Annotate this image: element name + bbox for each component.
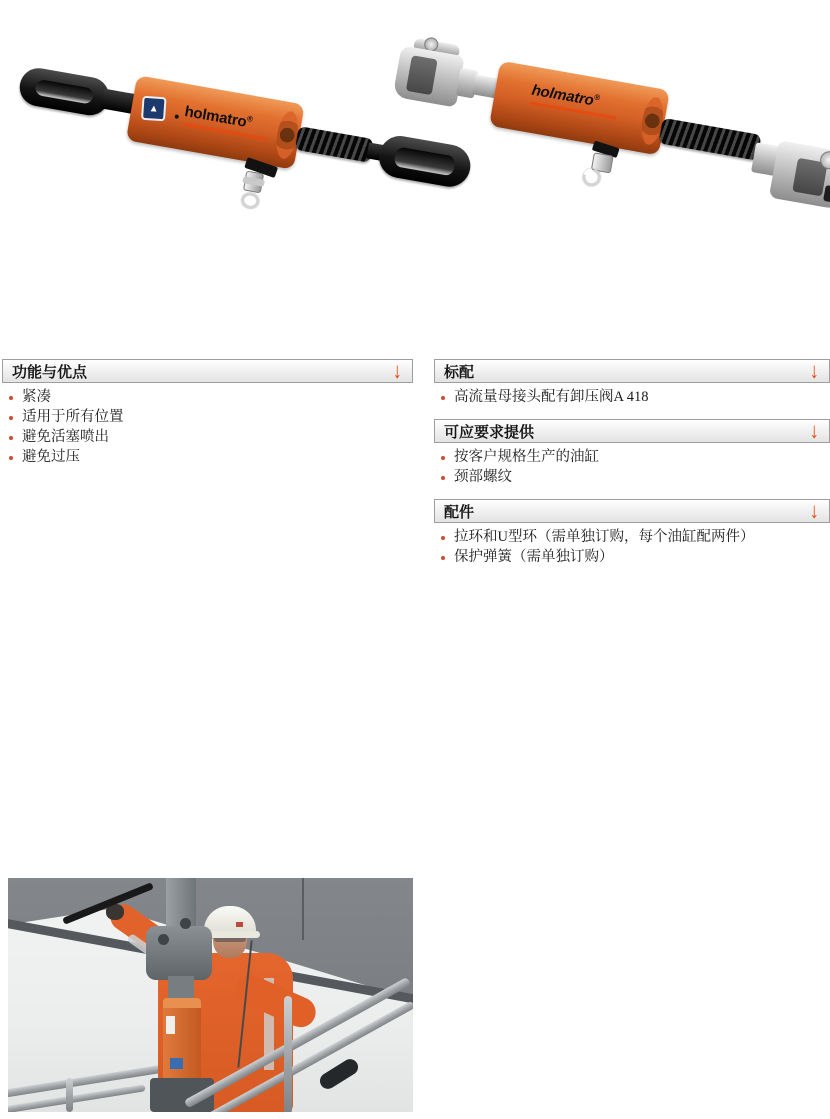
- column-left: [2, 359, 413, 479]
- equipment-label-blue: [170, 1058, 183, 1069]
- list-item: 保护弹簧（需单独订购）: [441, 549, 830, 566]
- column-right: [434, 359, 830, 579]
- section-accessories-title: 配件: [444, 503, 475, 521]
- equipment-clamp: [146, 926, 212, 980]
- clevis-tip-dark: [823, 185, 830, 204]
- section-standard: [434, 359, 830, 406]
- clevis-fork-left-gap: [406, 55, 438, 95]
- cylinder-body-2: [489, 61, 670, 156]
- photo-rail-post-right: [284, 996, 292, 1112]
- equipment-cylinder-cap: [163, 998, 201, 1008]
- list-item: 按客户规格生产的油缸: [441, 449, 830, 466]
- section-standard-list: [434, 383, 830, 406]
- pulling-eye-left-slot: [34, 79, 94, 105]
- section-features-header: [2, 359, 413, 383]
- section-on-request: [434, 419, 830, 486]
- equipment-label-white: [166, 1016, 175, 1034]
- list-item: 避免活塞喷出: [9, 429, 413, 446]
- list-item: 避免过压: [9, 449, 413, 466]
- bullet-dot: [441, 396, 445, 400]
- section-features-list: [2, 383, 413, 466]
- list-item: 颈部螺纹: [441, 469, 830, 486]
- list-item: 紧凑: [9, 389, 413, 406]
- arrow-down-icon: ↓: [392, 358, 402, 384]
- application-photo: [8, 878, 413, 1112]
- bullet-dot: [441, 556, 445, 560]
- section-standard-header: [434, 359, 830, 383]
- arrow-down-icon: ↓: [809, 358, 819, 384]
- section-features: [2, 359, 413, 466]
- section-on-request-list: [434, 443, 830, 486]
- equipment-bolt: [180, 918, 191, 929]
- brand-text-1: holmatro®: [183, 103, 254, 131]
- section-accessories: [434, 499, 830, 566]
- protection-spring-1: [295, 126, 374, 163]
- coupler-ring-1: [240, 191, 261, 210]
- arrow-down-icon: ↓: [809, 418, 819, 444]
- product2-assembly: [381, 35, 830, 239]
- list-item: 适用于所有位置: [9, 409, 413, 426]
- brand-dot: [174, 114, 179, 119]
- product-image-pull-cylinder-clevis: [396, 40, 830, 210]
- bullet-dot: [441, 476, 445, 480]
- equipment-pull-cylinder: [163, 998, 201, 1084]
- list-item: 高流量母接头配有卸压阀A 418: [441, 389, 830, 406]
- bullet-dot: [441, 536, 445, 540]
- clevis-fork-right: [769, 140, 830, 210]
- photo-cable-top: [302, 878, 304, 940]
- section-accessories-list: [434, 523, 830, 566]
- logo-triangle-icon: ▲: [148, 102, 160, 115]
- helmet-red-mark: [236, 922, 243, 927]
- section-standard-title: 标配: [444, 363, 475, 381]
- arrow-down-icon: ↓: [809, 498, 819, 524]
- section-accessories-header: [434, 499, 830, 523]
- list-item: 拉环和U型环（需单独订购，每个油缸配两件）: [441, 529, 830, 546]
- bullet-dot: [9, 416, 13, 420]
- bullet-dot: [9, 396, 13, 400]
- photo-dark-handle: [317, 1056, 361, 1092]
- section-features-title: 功能与优点: [12, 363, 88, 381]
- equipment-bolt: [158, 934, 169, 945]
- cylinder-body-1: [126, 75, 305, 170]
- protection-spring-2: [659, 118, 762, 161]
- holmatro-logo-badge: [141, 96, 167, 122]
- bullet-dot: [9, 436, 13, 440]
- bullet-dot: [9, 456, 13, 460]
- clevis-fork-left: [393, 45, 465, 107]
- section-on-request-title: 可应要求提供: [444, 423, 535, 441]
- section-on-request-header: [434, 419, 830, 443]
- pulling-eye-left: [17, 65, 112, 118]
- brand-text-2: holmatro®: [530, 81, 601, 110]
- photo-rail-post-left: [66, 1078, 73, 1112]
- bullet-dot: [441, 456, 445, 460]
